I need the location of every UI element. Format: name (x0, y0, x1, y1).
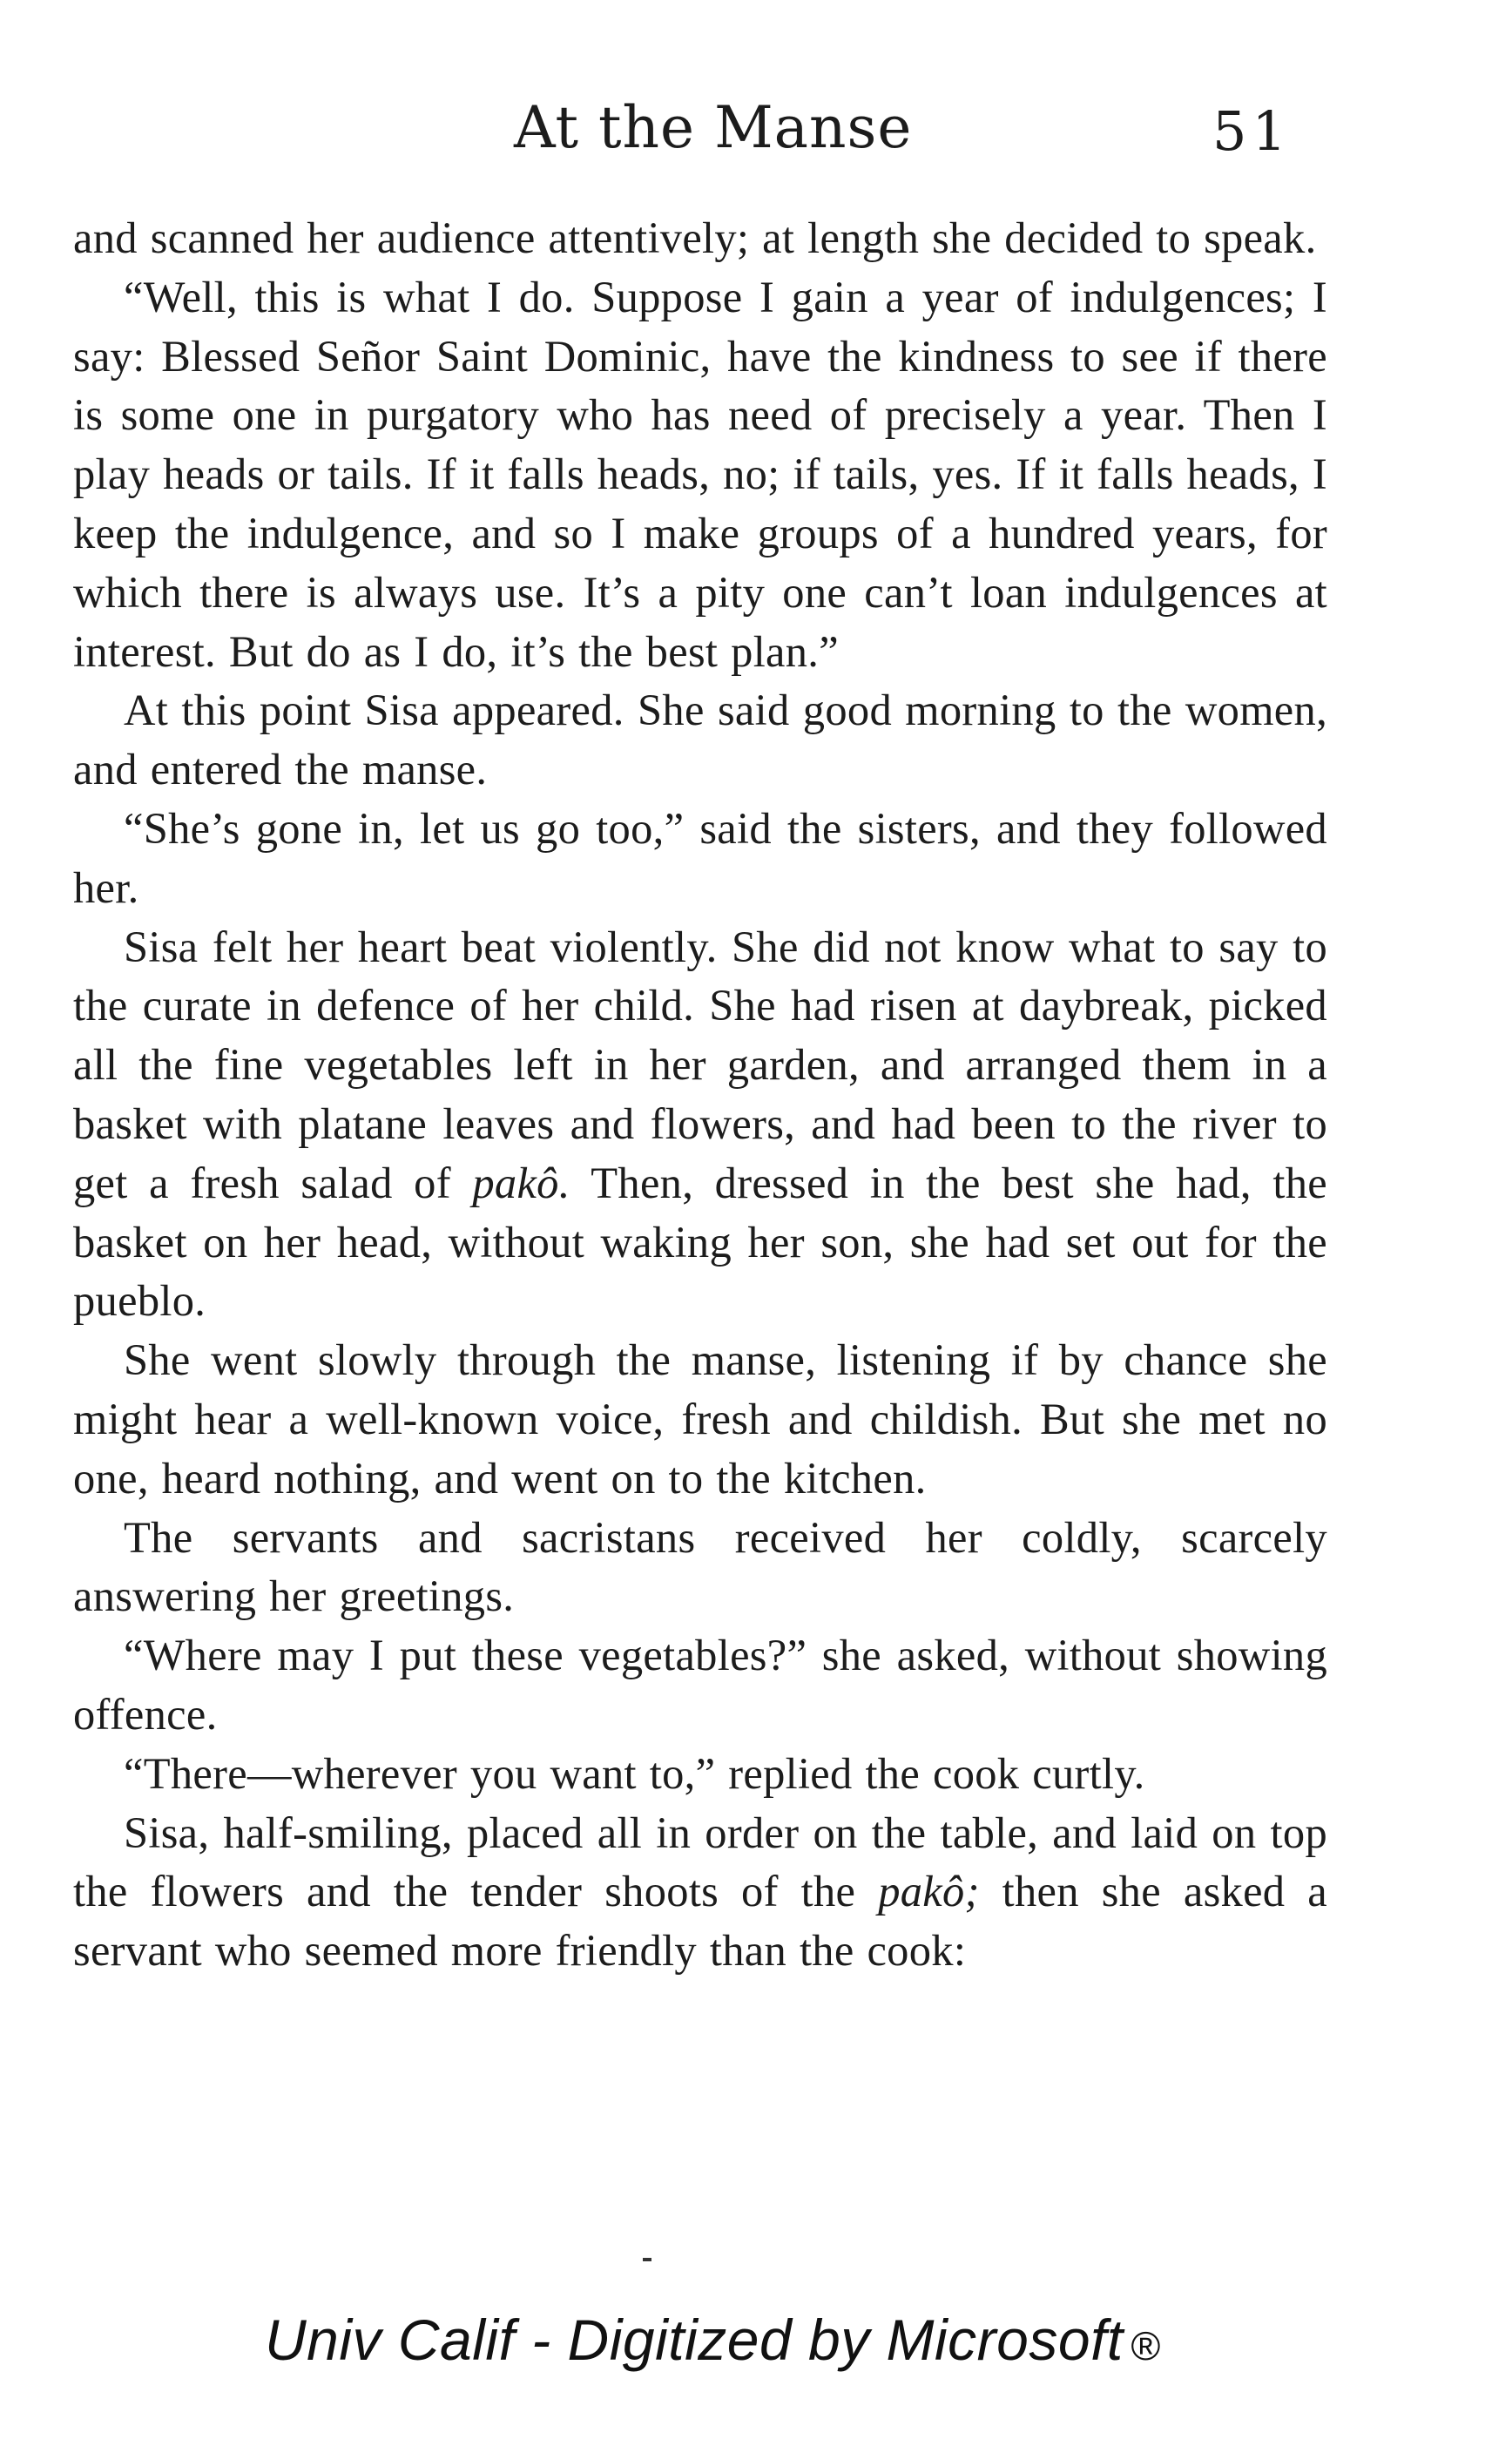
paragraph: “There—wherever you want to,” replied the cook curtly. (124, 1748, 1145, 1798)
paragraph: The servants and sacristans received her coldly, scarcely answering her greetings. (73, 1512, 1327, 1621)
registered-mark: ® (1130, 2323, 1161, 2368)
paragraph (73, 918, 1327, 1332)
paragraph (73, 1804, 1327, 1981)
paragraph: “Well, this is what I do. Suppose I gain a year of indulgences; I say: Blessed Señor Saint Dominic, have the kindness to see if there is some one in purgatory who has need of precisely a year. Then I play heads or tails. If it falls heads, no; if tails, yes. If it falls heads, I keep the indulgence, and so I make groups of a hundred years, for which there is always use. It’s a pity one can’t loan indulgences at interest. But do as I do, it’s the best plan.” (73, 272, 1327, 676)
watermark-text: Univ Calif - Digitized by Microsoft (265, 2307, 1124, 2372)
paragraph: She went slowly through the manse, listening if by chance she might hear a well-known voice, fresh and childish. But she met no one, heard nothing, and went on to the kitchen. (73, 1335, 1327, 1503)
italic-term: pakô; (878, 1867, 980, 1916)
paragraph: and scanned her audience attentively; at length she decided to speak. (73, 213, 1317, 262)
page-number: 51 (1212, 99, 1292, 163)
paragraph: “Where may I put these vegetables?” she asked, without showing offence. (73, 1631, 1327, 1739)
paragraph-text: Sisa, half-smiling, placed all in order on the table, and laid on top the flowers and the tender shoots of the (73, 1807, 1327, 1916)
italic-term: pakô. (472, 1158, 570, 1207)
paragraph-text: Sisa felt her heart beat violently. She did not know what to say to the curate in defence of her child. She had risen at daybreak, picked all the fine vegetables left in her garden, and arranged them in a basket with platane leaves and flowers, and had been to the river to get a fresh salad of (73, 922, 1327, 1207)
paragraph: “She’s gone in, let us go too,” said the sisters, and they followed her. (73, 803, 1327, 912)
paragraph-text: then she asked a servant who seemed more friendly than the cook: (73, 1867, 1328, 1976)
running-title: At the Manse (514, 94, 913, 161)
paragraph: At this point Sisa appeared. She said good morning to the women, and entered the manse. (73, 686, 1327, 794)
digitization-watermark (265, 2307, 1160, 2373)
body-text (73, 209, 1327, 1981)
paragraph-text: Then, dressed in the best she had, the basket on her head, without waking her son, she had set out for the pueblo. (73, 1158, 1327, 1326)
signature-mark (643, 2258, 651, 2261)
running-header (0, 94, 1512, 172)
